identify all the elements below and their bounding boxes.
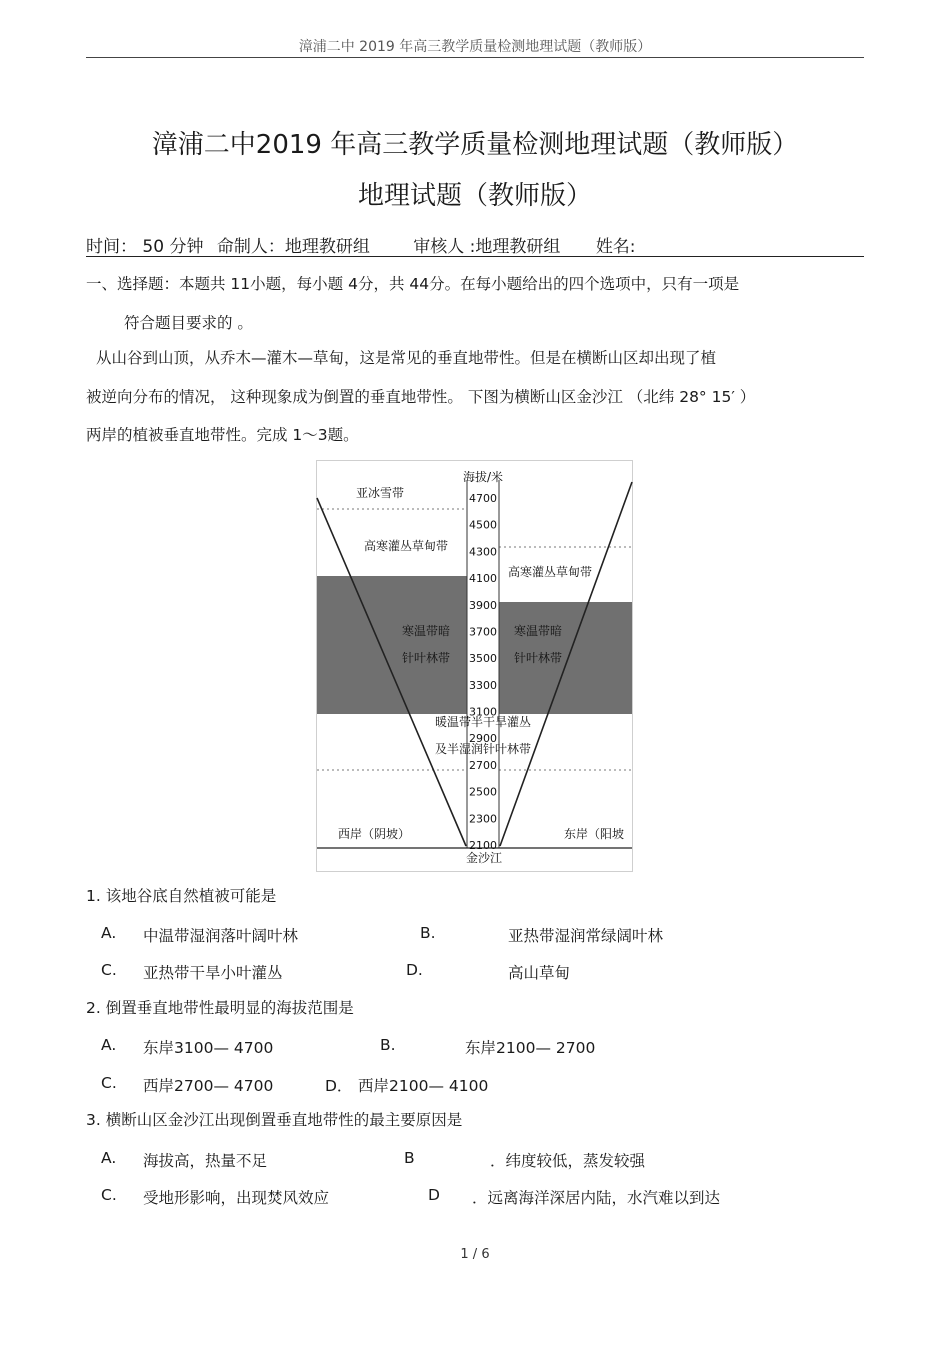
question-1-stem: 1. 该地谷底自然植被可能是 <box>86 887 277 905</box>
altitude-tick-label: 2900 <box>469 732 497 746</box>
altitude-tick-label: 3900 <box>469 598 497 612</box>
q3-option-d-text: ．远离海洋深居内陆，水汽难以到达 <box>472 1189 721 1207</box>
altitude-tick-label: 3700 <box>469 625 497 639</box>
intro-text-3: 两岸的植被垂直地带性。完成 1～3题。 <box>86 426 359 444</box>
altitude-tick-label: 2300 <box>469 812 497 826</box>
west-zone-conifer-1: 寒温带暗 <box>401 624 451 638</box>
q1-option-d-key: D. <box>406 961 423 979</box>
q2-option-b-text: 东岸2100— 2700 <box>465 1039 596 1057</box>
east-zone-conifer-1: 寒温带暗 <box>513 624 563 638</box>
page-title: 漳浦二中2019 年高三教学质量检测地理试题（教师版） <box>151 130 799 160</box>
page-subtitle: 地理试题（教师版） <box>357 181 592 211</box>
altitude-tick-label: 4300 <box>469 545 497 559</box>
q2-option-d-key: D． <box>325 1077 353 1095</box>
exam-meta <box>86 232 636 257</box>
header-rule <box>86 57 864 58</box>
q1-option-a-text: 中温带湿润落叶阔叶林 <box>143 927 299 945</box>
q2-option-c-text: 西岸2700— 4700 <box>143 1077 274 1095</box>
vegetation-zone-diagram <box>316 460 633 872</box>
meta-rule <box>86 256 864 257</box>
altitude-tick-label: 3500 <box>469 652 497 666</box>
west-zone-ice-snow: 亚冰雪带 <box>355 486 405 500</box>
altitude-tick-label: 3100 <box>469 705 497 719</box>
exam-reviewer: 审核人 :地理教研组 <box>413 237 561 257</box>
q3-option-c-key: C. <box>101 1186 117 1204</box>
altitude-tick-label: 2500 <box>469 785 497 799</box>
east-zone-alpine-shrub: 高寒灌丛草甸带 <box>507 565 593 579</box>
west-zone-alpine-shrub: 高寒灌丛草甸带 <box>363 539 449 553</box>
west-zone-conifer-2: 针叶林带 <box>401 651 451 665</box>
q2-option-b-key: B. <box>380 1036 396 1054</box>
intro-text-2: 被逆向分布的情况， 这种现象成为倒置的垂直地带性。 下图为横断山区金沙江 （北纬 28° 15′ ） <box>86 388 756 406</box>
question-3-stem: 3. 横断山区金沙江出现倒置垂直地带性的最主要原因是 <box>86 1111 463 1129</box>
q2-option-a-key: A. <box>101 1036 117 1054</box>
exam-time: 时间： 50 分钟 <box>86 237 204 257</box>
q1-option-c-text: 亚热带干旱小叶灌丛 <box>143 964 283 982</box>
q1-option-d-text: 高山草甸 <box>508 964 571 982</box>
river-label: 金沙江 <box>465 851 503 865</box>
altitude-tick-label: 4100 <box>469 572 497 586</box>
west-dark-conifer-zone <box>317 576 467 714</box>
west-bank-label: 西岸（阴坡） <box>337 827 411 841</box>
q2-option-c-key: C. <box>101 1074 117 1092</box>
q3-option-a-text: 海拔高，热量不足 <box>143 1152 268 1170</box>
q1-option-a-key: A. <box>101 924 117 942</box>
student-name-label: 姓名: <box>595 237 636 257</box>
east-zone-conifer-2: 针叶林带 <box>513 651 563 665</box>
q3-option-c-text: 受地形影响，出现焚风效应 <box>143 1189 330 1207</box>
running-header: 漳浦二中 2019 年高三教学质量检测地理试题（教师版） <box>298 39 652 55</box>
page-number: 1 / 6 <box>460 1247 490 1262</box>
section-header-cont: 符合题目要求的 。 <box>124 314 253 332</box>
q1-option-b-key: B. <box>420 924 436 942</box>
altitude-tick-label: 4500 <box>469 518 497 532</box>
shared-zone-line-2: 及半湿润针叶林带 <box>434 742 532 756</box>
question-2-stem: 2. 倒置垂直地带性最明显的海拔范围是 <box>86 999 354 1017</box>
q3-option-a-key: A. <box>101 1149 117 1167</box>
q1-option-c-key: C. <box>101 961 117 979</box>
q3-option-b-key: B <box>404 1149 415 1167</box>
section-header: 一、选择题：本题共 11小题，每小题 4分，共 44分。在每小题给出的四个选项中，只有一项是 <box>86 275 740 293</box>
q2-option-a-text: 东岸3100— 4700 <box>143 1039 274 1057</box>
altitude-tick-label: 2100 <box>469 839 497 852</box>
altitude-tick-label: 4700 <box>469 492 497 505</box>
q3-option-b-text: ．纬度较低，蒸发较强 <box>490 1152 646 1170</box>
axis-title: 海拔/米 <box>462 470 504 484</box>
intro-text-1: 从山谷到山顶，从乔木—灌木—草甸，这是常见的垂直地带性。但是在横断山区却出现了植 <box>96 349 717 367</box>
east-bank-label: 东岸（阳坡 <box>563 827 625 841</box>
altitude-tick-label: 2700 <box>469 758 497 772</box>
altitude-tick-label: 3300 <box>469 678 497 692</box>
exam-author: 命制人：地理教研组 <box>216 237 370 257</box>
q2-option-d-text: 西岸2100— 4100 <box>358 1077 489 1095</box>
q1-option-b-text: 亚热带湿润常绿阔叶林 <box>508 927 664 945</box>
shared-zone-line-1: 暖温带半干旱灌丛 <box>434 715 532 729</box>
q3-option-d-key: D <box>428 1186 440 1204</box>
